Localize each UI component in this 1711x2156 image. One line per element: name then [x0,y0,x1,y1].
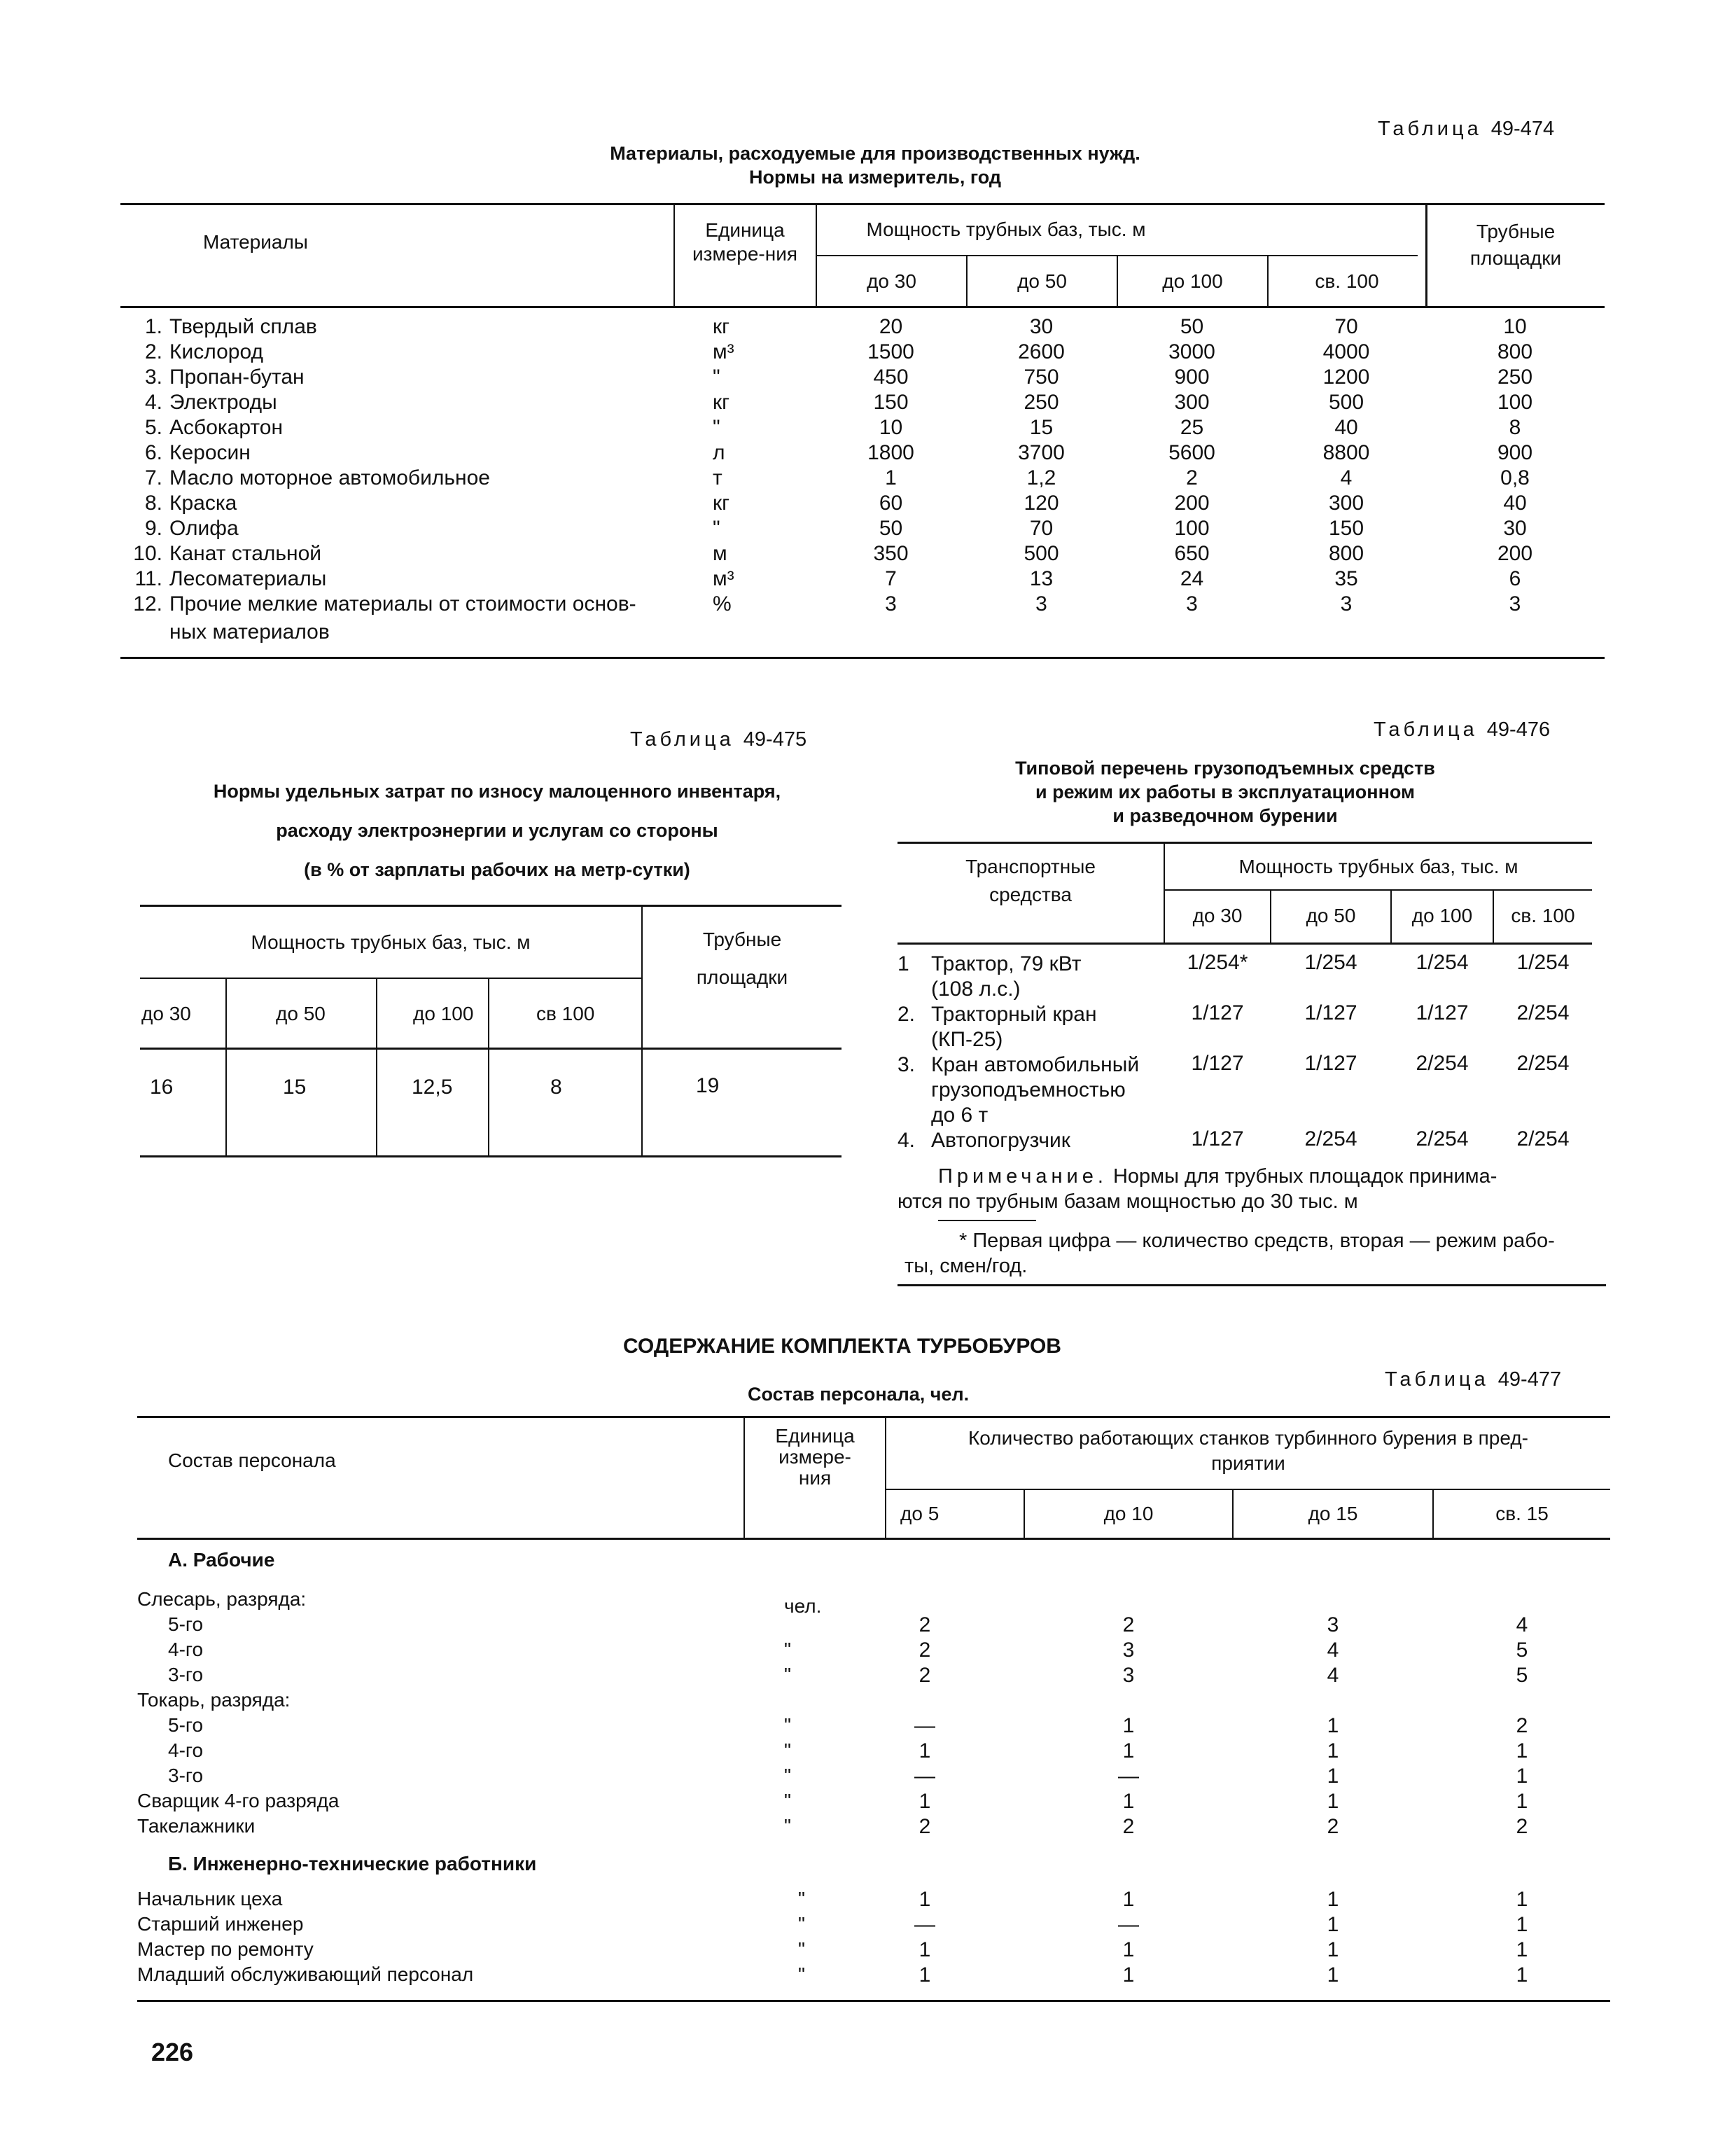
unit-cell: " [798,1963,805,1985]
material-name: Масло моторное автомобильное [169,466,490,489]
rule [885,1489,1610,1490]
value-cell: 1 [1516,1963,1528,1987]
staff-label: Такелажники [137,1815,256,1837]
value-cell: 20 [879,315,903,338]
table-label-word: Таблица [1378,118,1482,140]
value-cell: 100 [1174,517,1210,540]
unit-cell: " [798,1888,805,1910]
value-cell: 30 [1029,315,1054,338]
value-cell: 3 [1327,1613,1339,1636]
staff-label: Начальник цеха [137,1888,283,1910]
rule [1425,204,1427,307]
material-name: Кислород [169,340,263,363]
value-cell: 900 [1174,366,1210,389]
staff-label: 3-го [168,1664,204,1685]
value-cell: 1/254* [1187,951,1248,974]
material-name: Твердый сплав [169,315,317,338]
value-cell: 2 [919,1815,931,1838]
value-cell: — [914,1913,935,1936]
table-label-number: 49-476 [1486,718,1551,741]
value-cell: 6 [1509,567,1521,590]
rule [137,2000,1610,2002]
value-cell: 650 [1174,542,1210,565]
header-power: Мощность трубных баз, тыс. м [866,218,1146,240]
value-cell: 1 [919,1963,931,1987]
value-cell: 1 [919,1888,931,1911]
rule [120,657,1605,659]
transport-name: Трактор, 79 кВт [931,952,1082,975]
value-cell: 25 [1180,416,1204,439]
row-number: 11. [134,567,162,590]
caption-line: Нормы удельных затрат по износу малоценного инвентаря, [213,781,781,802]
caption-line: Типовой перечень грузоподъемных средств [1015,758,1435,779]
row-number: 4. [144,391,162,414]
unit-cell: " [784,1639,791,1660]
value-cell: — [914,1714,935,1737]
material-name: Олифа [169,517,239,540]
rule [225,979,227,1155]
material-name: Керосин [169,441,251,464]
header-col: до 10 [1103,1503,1154,1524]
value-cell: 500 [1024,542,1059,565]
rule [898,943,1592,945]
value-cell: 1 [1122,1790,1135,1813]
value-cell: 30 [1503,517,1527,540]
staff-label: Младший обслуживающий персонал [137,1963,474,1985]
value-cell: 800 [1328,542,1364,565]
header-col: до 30 [867,270,916,292]
unit-cell: " [784,1739,791,1761]
value-cell: 1/127 [1304,1052,1357,1075]
header-col: до 100 [1411,905,1473,926]
value-cell: 2 [1516,1714,1528,1737]
unit-cell: м³ [713,567,734,590]
value-cell: 3 [1122,1664,1135,1687]
unit-cell: " [784,1714,791,1736]
header-unit-line: измере- [778,1446,851,1468]
value-cell: 200 [1174,492,1210,515]
staff-label: Сварщик 4-го разряда [137,1790,340,1811]
transport-name: грузоподъемностью [931,1078,1126,1101]
caption-line: и разведочном бурении [1112,805,1338,826]
value-cell: 2/254 [1416,1052,1469,1075]
value-cell: 70 [1334,315,1358,338]
staff-label: 5-го [168,1714,204,1736]
header-transport: средства [989,884,1072,905]
value-cell: 1 [1516,1913,1528,1936]
unit-cell: " [784,1790,791,1811]
material-name: Асбокартон [169,416,284,439]
header-count-line: приятии [1211,1452,1285,1474]
header-col: до 50 [276,1003,326,1024]
value-cell: 15 [283,1076,307,1099]
note [938,1165,1497,1188]
unit-cell: м³ [713,340,734,363]
value-cell: 3 [1340,592,1353,615]
unit-cell: " [713,416,720,439]
group-label: А. Рабочие [168,1549,275,1571]
unit-cell: " [713,517,720,540]
table-caption-475 [140,772,854,889]
row-continuation: ных материалов [169,620,330,644]
value-cell: 1 [919,1938,931,1961]
row-number: 10. [133,542,162,565]
value-cell: 1 [1327,1790,1339,1813]
header-unit-line: Единица [775,1425,855,1447]
value-cell: 8800 [1322,441,1370,464]
value-cell: 2 [1516,1815,1528,1838]
value-cell: 1 [1122,1888,1135,1911]
value-cell: 60 [879,492,903,515]
value-cell: 1/254 [1416,951,1469,974]
unit-cell: чел. [784,1595,822,1617]
row-number: 4. [898,1129,916,1152]
header-materials: Материалы [203,231,308,253]
value-cell: 800 [1497,340,1533,363]
value-cell: 24 [1180,567,1204,590]
unit-cell: кг [713,391,730,414]
value-cell: 0,8 [1500,466,1530,489]
row-number: 2. [898,1003,916,1026]
value-cell: 1/127 [1191,1001,1244,1024]
unit-cell: кг [713,315,730,338]
value-cell: — [1118,1913,1139,1936]
transport-name: Кран автомобильный [931,1053,1140,1076]
value-cell: 1 [1327,1888,1339,1911]
unit-cell: " [784,1765,791,1786]
value-cell: 2600 [1018,340,1065,363]
value-cell: 1 [1327,1913,1339,1936]
value-cell: 35 [1334,567,1358,590]
value-cell: 8 [1509,416,1521,439]
value-cell: 1200 [1322,366,1370,389]
value-cell: 350 [873,542,909,565]
value-cell: 300 [1174,391,1210,414]
value-cell: 13 [1029,567,1054,590]
value-cell: 300 [1328,492,1364,515]
value-cell: 1 [1327,1714,1339,1737]
value-cell: 2 [1122,1815,1135,1838]
value-cell: 1/127 [1191,1052,1244,1075]
staff-label: Слесарь, разряда: [137,1588,307,1610]
header-power: Мощность трубных баз, тыс. м [1238,856,1518,877]
value-cell: 2/254 [1516,1001,1570,1024]
header-col: до 5 [900,1503,940,1524]
value-cell: 40 [1503,492,1527,515]
value-cell: 2/254 [1416,1127,1469,1150]
rule [376,979,377,1155]
unit-cell: " [713,366,720,389]
value-cell: 1 [1516,1739,1528,1762]
value-cell: 4 [1340,466,1353,489]
rule [120,203,1605,205]
header-col: св. 100 [1315,270,1379,292]
rule [140,1048,841,1050]
unit-cell: % [713,592,732,615]
table-label-number: 49-477 [1497,1368,1562,1391]
header-col: до 50 [1017,270,1067,292]
value-cell: 1/127 [1191,1127,1244,1150]
header-col: до 100 [413,1003,474,1024]
rule [140,978,641,979]
rule [898,842,1592,844]
header-col: св. 15 [1495,1503,1549,1524]
unit-cell: кг [713,492,730,515]
material-name: Канат стальной [169,542,322,565]
unit-cell: " [784,1664,791,1685]
staff-label: Старший инженер [137,1913,304,1935]
caption-line: Материалы, расходуемые для производственных нужд. [610,143,1140,164]
value-cell: 4 [1327,1639,1339,1662]
value-cell: 900 [1497,441,1533,464]
value-cell: 12,5 [412,1076,453,1099]
value-cell: 2 [1186,466,1198,489]
header-pads: Трубные площадки [1469,221,1562,269]
value-cell: 2 [919,1639,931,1662]
staff-label: Токарь, разряда: [137,1689,291,1711]
value-cell: 1 [1122,1963,1135,1987]
row-number: 6. [144,441,162,464]
header-count-line: Количество работающих станков турбинного бурения в пред- [968,1427,1528,1449]
rule [140,905,841,907]
value-cell: 120 [1024,492,1059,515]
header-unit [745,1426,885,1489]
value-cell: 2/254 [1304,1127,1357,1150]
staff-label: Мастер по ремонту [137,1938,314,1960]
unit-cell: т [713,466,722,489]
transport-name: (108 л.с.) [931,978,1021,1001]
value-cell: 2/254 [1516,1052,1570,1075]
staff-label: 4-го [168,1739,204,1761]
value-cell: 1500 [867,340,914,363]
value-cell: 1/254 [1304,951,1357,974]
note-label: Примечание. [938,1165,1108,1188]
value-cell: 1/127 [1416,1001,1469,1024]
caption-line: Нормы на измеритель, год [748,167,1002,188]
material-name: Пропан-бутан [169,366,305,389]
value-cell: 250 [1497,366,1533,389]
value-cell: 3 [885,592,897,615]
value-cell: 1 [1516,1765,1528,1788]
staff-label: 5-го [168,1613,204,1635]
value-cell: 1800 [867,441,914,464]
rule [120,306,1605,308]
table-label-word: Таблица [630,728,734,751]
value-cell: 1/127 [1304,1001,1357,1024]
value-cell: 2 [919,1613,931,1636]
staff-label: 4-го [168,1639,204,1660]
table-label-number: 49-475 [743,728,807,751]
value-cell: 1 [1516,1790,1528,1813]
transport-name: Автопогрузчик [931,1129,1070,1152]
caption-line: расходу электроэнергии и услугам со стороны [276,820,718,841]
value-cell: 2/254 [1516,1127,1570,1150]
header-count [886,1426,1610,1476]
value-cell: 5600 [1168,441,1215,464]
note-text: ются по трубным базам мощностью до 30 тыс. м [898,1190,1358,1213]
row-number: 1 [898,952,909,975]
value-cell: 1 [1327,1963,1339,1987]
row-number: 1. [144,315,162,338]
section-title: СОДЕРЖАНИЕ КОМПЛЕКТА ТУРБОБУРОВ [623,1335,1061,1358]
value-cell: 15 [1029,416,1054,439]
value-cell: 150 [1328,517,1364,540]
transport-name: (КП-25) [931,1028,1003,1051]
table-label-49-476 [1374,718,1550,742]
value-cell: 4 [1516,1613,1528,1636]
value-cell: 1 [1327,1739,1339,1762]
row-number: 3. [144,366,162,389]
table-caption-474 [420,141,1330,189]
transport-name: Тракторный кран [931,1003,1097,1026]
value-cell: 3 [1186,592,1198,615]
transport-name: до 6 т [931,1104,989,1127]
value-cell: — [914,1765,935,1788]
material-name: Электроды [169,391,277,414]
table-label-word: Таблица [1385,1368,1489,1391]
header-col: до 15 [1308,1503,1358,1524]
material-name: Краска [169,492,237,515]
rule [137,1416,1610,1418]
table-label-word: Таблица [1374,718,1478,741]
rule [898,1284,1606,1286]
value-cell: 5 [1516,1639,1528,1662]
rule [938,1220,1036,1221]
table-caption-477: Состав персонала, чел. [748,1384,970,1405]
row-number: 9. [144,517,162,540]
value-cell: 1 [885,466,897,489]
row-number: 8. [144,492,162,515]
row-number: 12. [133,592,162,615]
value-cell: 3000 [1168,340,1215,363]
rule [137,1538,1610,1540]
footnote: * Первая цифра — количество средств, вторая — режим рабо- [959,1230,1555,1252]
page-number: 226 [151,2038,194,2066]
value-cell: 1 [1327,1938,1339,1961]
unit-cell: " [784,1815,791,1837]
value-cell: 1 [1122,1714,1135,1737]
value-cell: 750 [1024,366,1059,389]
value-cell: 40 [1334,416,1358,439]
row-number: 7. [144,466,162,489]
header-col: св 100 [536,1003,595,1024]
header-pads: площадки [696,966,788,988]
value-cell: 1 [919,1739,931,1762]
value-cell: 1,2 [1026,466,1056,489]
value-cell: 1 [1516,1888,1528,1911]
material-name: Прочие мелкие материалы от стоимости основ- [169,592,636,615]
value-cell: 3 [1122,1639,1135,1662]
unit-cell: " [798,1938,805,1960]
value-cell: 3 [1509,592,1521,615]
value-cell: 16 [150,1076,174,1099]
header-pads: Трубные [702,929,782,950]
table-label-49-474 [1378,118,1554,141]
value-cell: 3 [1035,592,1047,615]
value-cell: 200 [1497,542,1533,565]
value-cell: 10 [1503,315,1527,338]
value-cell: 1/254 [1516,951,1570,974]
value-cell: 4 [1327,1664,1339,1687]
unit-cell: " [798,1913,805,1935]
value-cell: 19 [696,1074,720,1097]
table-label-49-475 [630,728,806,751]
unit-cell: м [713,542,727,565]
rule [1164,889,1592,891]
value-cell: 3700 [1018,441,1065,464]
header-col: до 30 [141,1003,191,1024]
value-cell: 2 [919,1664,931,1687]
header-col: до 30 [1192,905,1243,926]
value-cell: 4000 [1322,340,1370,363]
header-staff: Состав персонала [168,1449,336,1471]
table-label-number: 49-474 [1490,118,1555,140]
value-cell: 5 [1516,1664,1528,1687]
header-col: до 50 [1306,905,1356,926]
value-cell: 2 [1327,1815,1339,1838]
value-cell: 70 [1029,517,1054,540]
value-cell: 1 [1122,1739,1135,1762]
value-cell: 7 [885,567,897,590]
value-cell: 10 [879,416,903,439]
caption-line: и режим их работы в эксплуатационном [1035,781,1415,802]
value-cell: 50 [1180,315,1204,338]
table-label-49-477 [1385,1368,1561,1391]
header-transport: Транспортные [965,856,1096,877]
value-cell: 50 [879,517,903,540]
row-number: 2. [144,340,162,363]
material-name: Лесоматериалы [169,567,327,590]
footnote: ты, смен/год. [905,1255,1028,1277]
row-number: 3. [898,1053,916,1076]
value-cell: 1 [1122,1938,1135,1961]
value-cell: 150 [873,391,909,414]
header-power: Мощность трубных баз, тыс. м [251,931,531,953]
table-caption-476 [910,756,1540,828]
header-unit-line: ния [798,1467,832,1489]
staff-label: 3-го [168,1765,204,1786]
row-number: 5. [144,416,162,439]
rule [140,1155,841,1157]
header-col: св. 100 [1511,905,1575,926]
rule [488,979,489,1155]
value-cell: 100 [1497,391,1533,414]
group-label: Б. Инженерно-технические работники [168,1853,537,1875]
value-cell: 1 [1327,1765,1339,1788]
value-cell: 2 [1122,1613,1135,1636]
caption-line: (в % от зарплаты рабочих на метр-сутки) [304,859,690,880]
unit-cell: л [713,441,725,464]
header-unit: Единица измере-ния [692,219,798,265]
value-cell: 500 [1328,391,1364,414]
value-cell: 1 [919,1790,931,1813]
value-cell: — [1118,1765,1139,1788]
header-col: до 100 [1162,270,1223,292]
value-cell: 450 [873,366,909,389]
note-text: Нормы для трубных площадок принима- [1112,1165,1497,1188]
value-cell: 250 [1024,391,1059,414]
value-cell: 1 [1516,1938,1528,1961]
value-cell: 8 [550,1076,562,1099]
